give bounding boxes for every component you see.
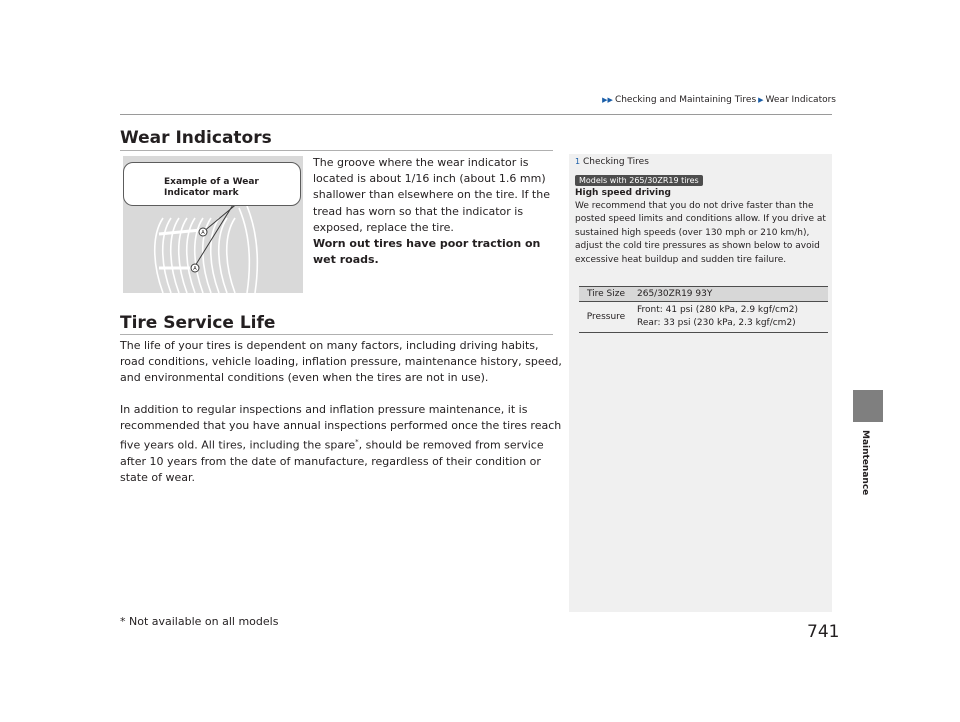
tire-spec-table: [579, 286, 828, 333]
section-title-wear-indicators: Wear Indicators: [120, 128, 272, 148]
table-label: Pressure: [579, 302, 633, 333]
sidebar-text: We recommend that you do not drive faster than the posted speed limits and conditions allow. If you drive at sustained high speeds (over 130 mph or 210 km/h), adjust the cold tire pressures as shown below to avoid excessive heat buildup and sudden tire failure.: [575, 201, 826, 265]
footnote-marker: *: [355, 438, 359, 447]
wear-indicator-warning: Worn out tires have poor traction on wet roads.: [313, 237, 541, 267]
breadcrumb-item[interactable]: Wear Indicators: [765, 95, 836, 105]
pressure-front: Front: 41 psi (280 kPa, 2.9 kgf/cm2): [637, 305, 799, 315]
callout-label: Example of a Wear Indicator mark: [164, 177, 259, 198]
service-life-paragraph-2: [120, 402, 562, 487]
service-life-text: , should be removed from service after 10 years from the date of manufacture, regardless of their condition or state of wear.: [120, 439, 544, 485]
breadcrumb-arrow-icon: ▶▶: [602, 96, 613, 104]
table-row: [579, 302, 828, 333]
table-value: 265/30ZR19 93Y: [633, 287, 828, 302]
footnote: * Not available on all models: [120, 615, 279, 628]
header-divider: [120, 114, 832, 115]
sidebar-title-text[interactable]: Checking Tires: [582, 157, 649, 167]
table-row: [579, 287, 828, 302]
table-value: [633, 302, 828, 333]
table-label: Tire Size: [579, 287, 633, 302]
service-life-text: In addition to regular inspections and inflation pressure maintenance, it is recommended that you have annual inspections performed once the tires reach five years old. All tires, including the spare: [120, 403, 562, 453]
sidebar-note: [569, 154, 832, 612]
reference-arrow-icon: 1: [575, 157, 581, 166]
page-number: 741: [807, 622, 840, 642]
callout-box: [123, 162, 301, 206]
breadcrumb-arrow-icon: ▶: [758, 96, 764, 104]
section-divider: [120, 334, 553, 335]
service-life-paragraph-1: The life of your tires is dependent on many factors, including driving habits, road conditions, vehicle loading, inflation pressure, maintenance history, speed, and environmental conditions (even when the tires are not in use).: [120, 339, 562, 385]
wear-indicator-body: The groove where the wear indicator is located is about 1/16 inch (about 1.6 mm) shallower than elsewhere on the tire. If the tread has worn so that the indicator is exposed, replace the tire.: [313, 156, 550, 234]
svg-text:A: A: [201, 230, 205, 236]
svg-text:A: A: [193, 266, 197, 272]
side-tab-marker: [853, 390, 883, 422]
wear-indicator-illustration: [123, 156, 303, 293]
section-title-tire-service-life: Tire Service Life: [120, 313, 276, 333]
breadcrumb: [586, 95, 836, 105]
sidebar-title: [575, 157, 649, 167]
side-tab-label: Maintenance: [860, 430, 870, 496]
sidebar-heading: High speed driving: [575, 188, 671, 198]
wear-indicator-description: [313, 155, 556, 268]
breadcrumb-item[interactable]: Checking and Maintaining Tires: [614, 95, 757, 105]
section-divider: [120, 150, 553, 151]
model-badge: Models with 265/30ZR19 tires: [575, 175, 703, 186]
pressure-rear: Rear: 33 psi (230 kPa, 2.3 kgf/cm2): [637, 318, 796, 328]
